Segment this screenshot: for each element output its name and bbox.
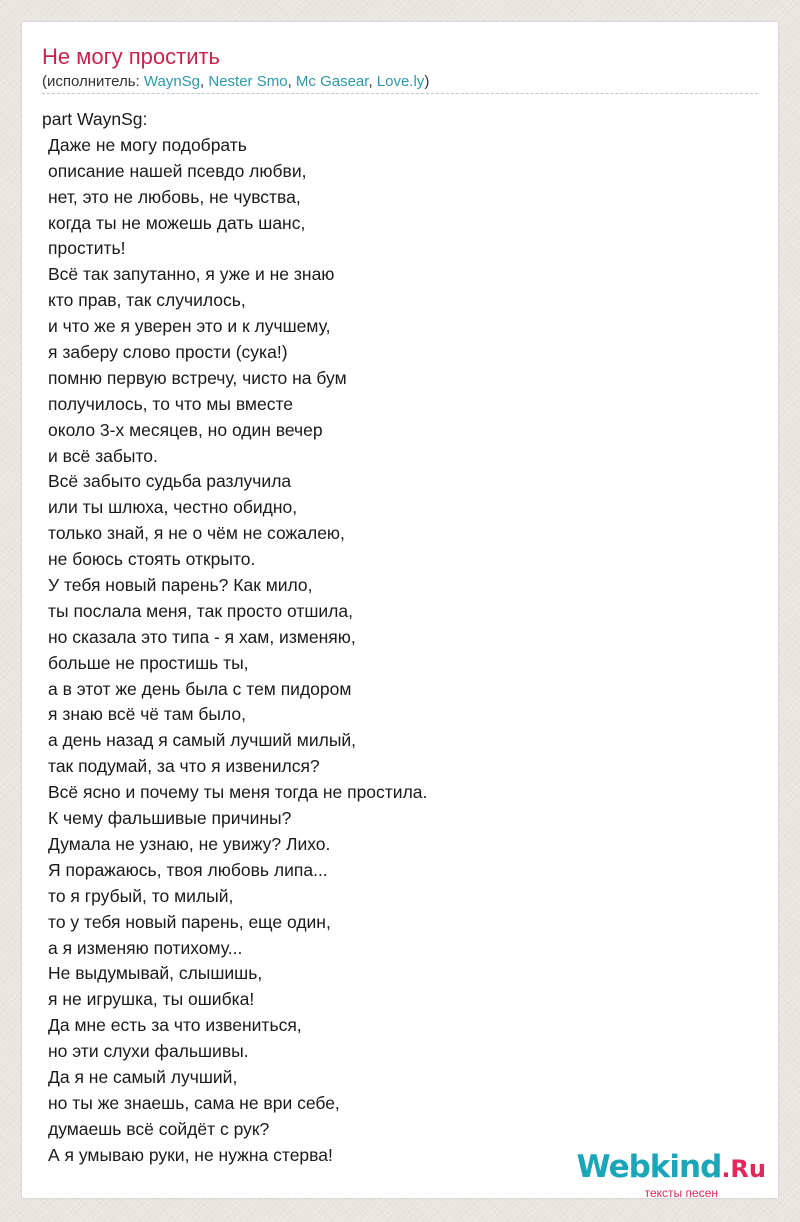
- lyric-line: только знай, я не о чём не сожалею,: [48, 523, 345, 544]
- lyric-line: и что же я уверен это и к лучшему,: [48, 316, 331, 337]
- lyric-line: а в этот же день была с тем пидором: [48, 678, 352, 699]
- lyric-line: но сказала это типа - я хам, изменяю,: [48, 626, 356, 647]
- lyric-line: Даже не могу подобрать: [48, 134, 247, 155]
- artist-separator: ,: [200, 73, 209, 90]
- lyric-line: Не выдумывай, слышишь,: [48, 963, 263, 984]
- lyric-line: кто прав, так случилось,: [48, 290, 246, 311]
- lyric-line: так подумай, за что я извенился?: [48, 756, 320, 777]
- lyric-line: не боюсь стоять открыто.: [48, 549, 256, 570]
- lyric-line: Думала не узнаю, не увижу? Лихо.: [48, 833, 331, 854]
- lyric-line: простить!: [48, 238, 126, 259]
- lyric-line: Я поражаюсь, твоя любовь липа...: [48, 859, 328, 880]
- brand-tagline: тексты песен: [644, 1186, 718, 1200]
- lyric-line: а я изменяю потихому...: [48, 937, 243, 958]
- lyric-line: больше не простишь ты,: [48, 652, 249, 673]
- artist-link-mc-gasear[interactable]: Mc Gasear: [295, 73, 369, 90]
- lyric-line: Всё ясно и почему ты меня тогда не простила.: [48, 782, 428, 803]
- lyric-line: Всё забыто судьба разлучила: [48, 471, 292, 492]
- lyric-line: Да мне есть за что извениться,: [48, 1015, 302, 1036]
- lyric-line: нет, это не любовь, не чувства,: [48, 186, 301, 207]
- lyric-line: описание нашей псевдо любви,: [48, 160, 307, 181]
- lyric-line: а день назад я самый лучший милый,: [48, 730, 357, 751]
- title-divider: [42, 93, 758, 94]
- lyric-line: то у тебя новый парень, еще один,: [48, 911, 331, 932]
- lyric-line: то я грубый, то милый,: [48, 885, 234, 906]
- lyrics-body: [42, 107, 427, 1169]
- artist-prefix: (исполнитель:: [42, 73, 144, 90]
- lyric-line: думаешь всё сойдёт с рук?: [48, 1118, 270, 1139]
- lyric-line: около 3-х месяцев, но один вечер: [48, 419, 323, 440]
- lyric-line: я знаю всё чё там было,: [48, 704, 246, 725]
- lyric-line: У тебя новый парень? Как мило,: [48, 575, 313, 596]
- artist-separator: ,: [287, 73, 296, 90]
- lyric-line: но ты же знаешь, сама не ври себе,: [48, 1092, 340, 1113]
- lyric-line: но эти слухи фальшивы.: [48, 1041, 249, 1062]
- song-title: Не могу простить: [42, 44, 221, 69]
- artist-link-lovely[interactable]: Love.ly: [376, 73, 425, 90]
- lyrics-part-heading: part WaynSg:: [42, 109, 148, 129]
- lyric-line: я заберу слово прости (сука!): [48, 342, 288, 363]
- lyric-line: или ты шлюха, честно обидно,: [48, 497, 298, 518]
- artist-link-nester-smo[interactable]: Nester Smo: [208, 73, 288, 90]
- lyric-line: я не игрушка, ты ошибка!: [48, 989, 255, 1010]
- brand-tld: .Ru: [721, 1155, 766, 1183]
- lyric-line: Да я не самый лучший,: [48, 1066, 238, 1087]
- lyric-line: когда ты не можешь дать шанс,: [48, 212, 306, 233]
- artist-line: [42, 73, 429, 90]
- artist-separator: ,: [368, 73, 377, 90]
- lyric-line: А я умываю руки, не нужна стерва!: [48, 1144, 333, 1165]
- lyric-line: помню первую встречу, чисто на бум: [48, 367, 347, 388]
- lyric-line: Всё так запутанно, я уже и не знаю: [48, 264, 335, 285]
- lyrics-card: [22, 22, 778, 1198]
- brand-logo: [576, 1149, 767, 1185]
- artist-suffix: ): [424, 73, 430, 90]
- artist-link-waynsg[interactable]: WaynSg: [143, 73, 201, 90]
- lyric-line: получилось, то что мы вместе: [48, 393, 293, 414]
- lyric-line: К чему фальшивые причины?: [48, 808, 292, 829]
- brand-name: Webkind: [576, 1149, 722, 1185]
- lyric-line: и всё забыто.: [48, 445, 158, 466]
- brand-watermark: [572, 1148, 772, 1198]
- lyric-line: ты послала меня, так просто отшила,: [48, 600, 353, 621]
